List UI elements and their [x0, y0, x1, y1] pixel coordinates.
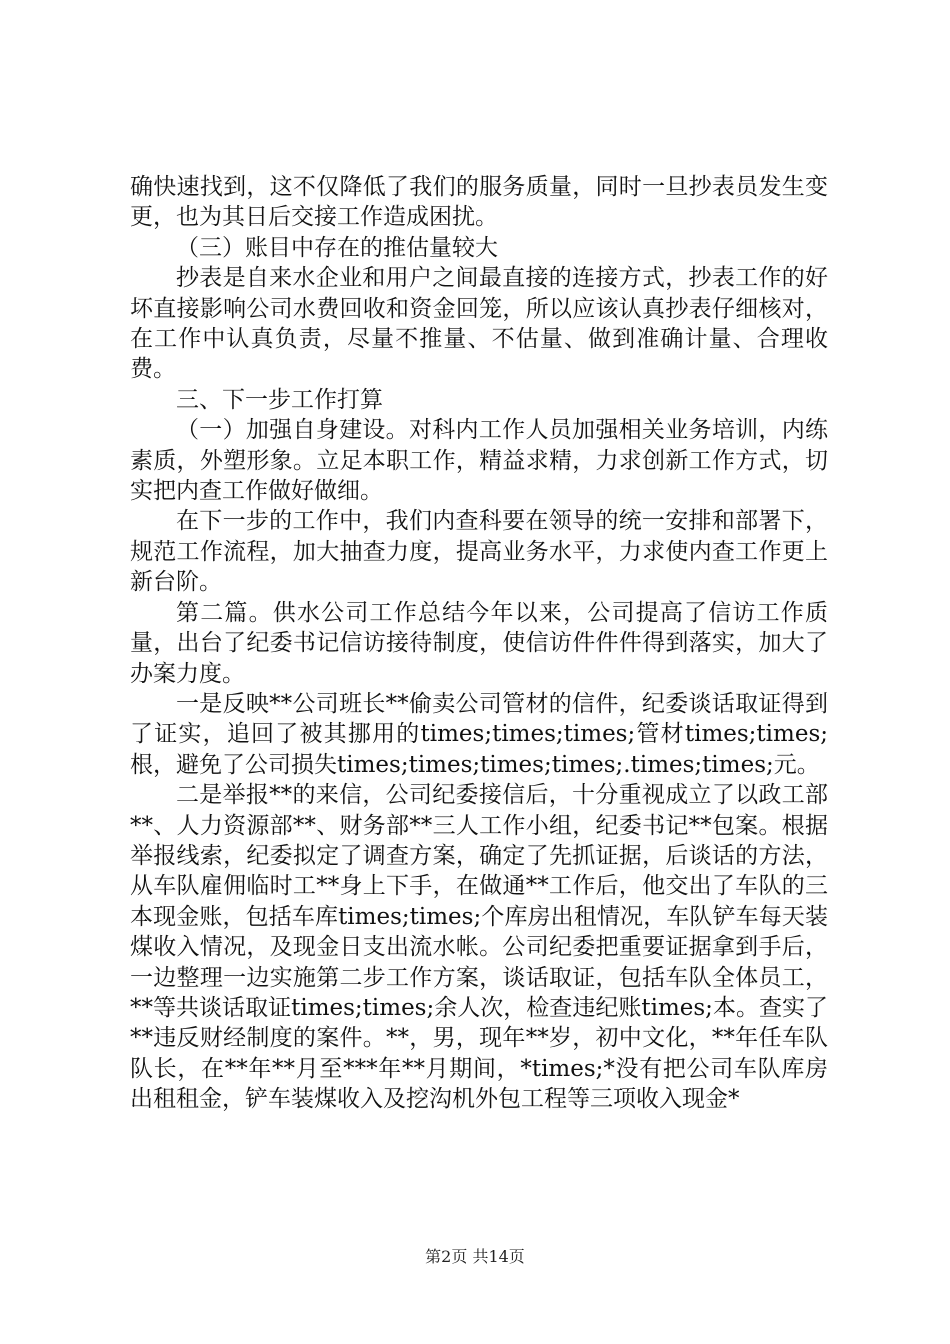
paragraph-continuation: 确快速找到，这不仅降低了我们的服务质量，同时一旦抄表员发生变更，也为其日后交接工作造成困扰。	[130, 174, 828, 231]
heading-section-3-point-3: （三）账目中存在的推估量较大	[176, 234, 498, 261]
page-number-footer: 第2页 共14页	[425, 1247, 525, 1266]
paragraph-next-work: 在下一步的工作中，我们内查科要在领导的统一安排和部署下，规范工作流程，加大抽查力度，提高业务水平，力求使内查工作更上新台阶。	[130, 508, 828, 596]
paragraph-case-one: 一是反映**公司班长**偷卖公司管材的信件，纪委谈话取证得到了证实，追回了被其挪用的times;times;times;管材times;times;根，避免了公司损失times;times;times;times;.times;times;元。	[130, 690, 828, 778]
paragraph-meter-reading: 抄表是自来水企业和用户之间最直接的连接方式，抄表工作的好坏直接影响公司水费回收和资金回笼，所以应该认真抄表仔细核对，在工作中认真负责，尽量不推量、不估量、做到准确计量、合理收费。	[130, 265, 828, 383]
paragraph-case-two: 二是举报**的来信，公司纪委接信后，十分重视成立了以政工部**、人力资源部**、财务部**三人工作小组，纪委书记**包案。根据举报线索，纪委拟定了调查方案，确定了先抓证据，后谈话的方法，从车队雇佣临时工**身上下手，在做通**工作后，他交出了车队的三本现金账，包括车库times;times;个库房出租情况，车队铲车每天装煤收入情况，及现金日支出流水帐。公司纪委把重要证据拿到手后，一边整理一边实施第二步工作方案，谈话取证，包括车队全体员工，**等共谈话取证times;times;余人次，检查违纪账times;本。查实了**违反财经制度的案件。**，男，现年**岁，初中文化，**年任车队队长，在**年**月至***年**月期间，*times;*没有把公司车队库房出租租金，铲车装煤收入及挖沟机外包工程等三项收入现金*	[130, 782, 828, 1113]
heading-next-steps: 三、下一步工作打算	[176, 386, 383, 413]
paragraph-second-article: 第二篇。供水公司工作总结今年以来，公司提高了信访工作质量，出台了纪委书记信访接待制度，使信访件件件得到落实，加大了办案力度。	[130, 599, 828, 687]
document-body	[130, 172, 828, 1115]
paragraph-self-building: （一）加强自身建设。对科内工作人员加强相关业务培训，内练素质，外塑形象。立足本职工作，精益求精，力求创新工作方式，切实把内查工作做好做细。	[130, 417, 828, 505]
